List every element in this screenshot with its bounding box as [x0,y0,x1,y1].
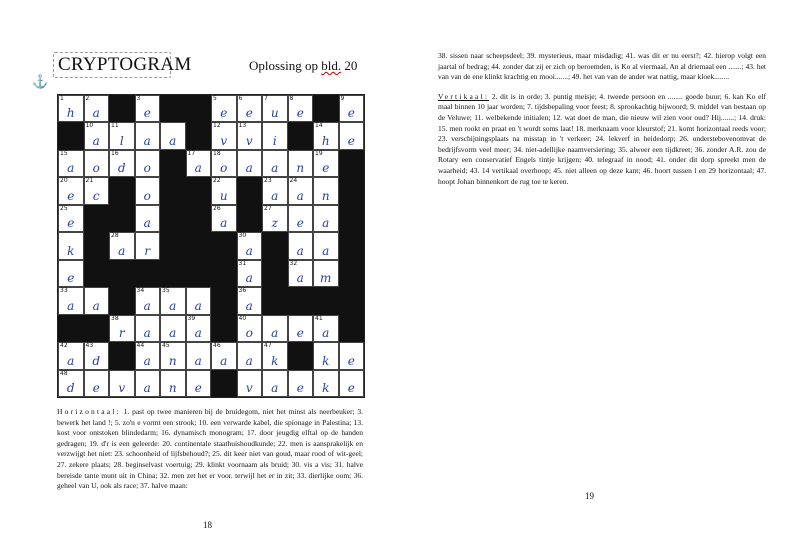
grid-cell [237,95,263,122]
grid-cell [58,95,84,122]
cell-number: 6 [238,95,243,102]
grid-cell [135,95,161,122]
handwritten-letter: a [169,326,177,341]
cell-number: 21 [85,177,94,185]
handwritten-letter: o [143,161,151,176]
handwritten-letter: e [296,380,304,395]
handwritten-letter: a [271,326,279,341]
cell-number: 20 [60,177,68,185]
grid-block [109,177,135,204]
grid-cell [84,342,110,369]
cell-number: 34 [136,287,145,295]
grid-block [109,205,135,232]
grid-cell [135,205,161,232]
grid-cell [186,370,212,397]
grid-cell [313,177,339,204]
grid-block [237,205,263,232]
cell-number: 43 [85,342,94,350]
grid-cell [84,370,110,397]
handwritten-letter: k [322,380,330,395]
cell-number: 24 [289,177,298,185]
handwritten-letter: v [245,380,253,395]
grid-cell [58,232,84,259]
grid-cell [109,370,135,397]
handwritten-letter: a [245,271,253,286]
cell-number: 35 [162,287,170,295]
cell-number: 28 [111,232,119,240]
anchor-icon: ⚓ [32,74,49,89]
grid-block [237,177,263,204]
cell-number: 12 [213,122,221,130]
horizontal-clues: 1. past op twee manieren bij de bruidegom, niet het minst als neerbeuker; 3. bewerk het land !; 5. zo'n e vormt een strook; 10. een verwarde kabel, die spionage in Palestina; 13. kost voor ontstoken blindedarm; 16. dynamisch monogram; 17. door jeugdig elftal op de handen gedragen; 19. d'r is een geleerde: 20. continentale staathuishoudkunde; 22. men is aansprakelijk en verzwijgt het niet: 23. schoonheid of lijfsbehoud?; 25. dit keer niet van goud, maar rood of wit-geel; 27. zekere plaats; 28. beginselvast voertuig; 29. klinkt voornaam als bruid; 30. vis a vis; 31. halve bereisde tante munt uit in China; 32. men zet het er voor. terwijl het er in zit; 33. dierlijke oom; 36. geheel van U, ook als race; 37. halve maan: [57,407,363,491]
grid-cell [262,122,288,149]
grid-block [313,287,339,314]
grid-block [160,232,186,259]
handwritten-letter: a [92,106,100,121]
solution-page: 20 [341,58,358,73]
handwritten-letter: a [194,161,202,176]
grid-cell [237,150,263,177]
grid-block [288,342,314,369]
grid-cell [211,150,237,177]
grid-cell [313,370,339,397]
grid-block [109,287,135,314]
handwritten-letter: e [245,106,253,121]
cell-number: 30 [238,232,247,240]
grid-cell [109,122,135,149]
cell-number: 16 [111,149,119,157]
page-number-right: 19 [585,491,594,501]
grid-cell [135,315,161,342]
grid-cell [288,205,314,232]
handwritten-letter: e [347,353,355,368]
horizontal-heading: Horizontaal: [57,407,121,416]
grid-cell [313,232,339,259]
cell-number: 31 [238,259,247,267]
horizontal-clues-block [57,407,363,492]
grid-cell [160,122,186,149]
grid-cell [84,95,110,122]
solution-prefix: Oplossing op [249,58,322,73]
handwritten-letter: e [143,106,151,121]
handwritten-letter: a [118,243,126,258]
grid-block [339,260,365,287]
grid-block [339,315,365,342]
cell-number: 3 [136,95,141,102]
solution-reference [249,58,357,74]
grid-cell [339,370,365,397]
grid-cell [58,370,84,397]
grid-cell [109,232,135,259]
grid-block [160,95,186,122]
grid-cell [84,122,110,149]
cell-number: 9 [340,95,345,102]
grid-block [186,95,212,122]
cell-number: 45 [162,342,170,350]
handwritten-letter: a [322,326,330,341]
grid-cell [84,287,110,314]
cell-number: 39 [187,314,196,322]
handwritten-letter: v [220,133,228,148]
grid-cell [339,342,365,369]
grid-cell [288,232,314,259]
left-page [0,0,399,545]
grid-cell [211,205,237,232]
grid-cell [160,287,186,314]
grid-block [211,232,237,259]
grid-block [160,177,186,204]
handwritten-letter: n [168,353,177,368]
grid-block [109,260,135,287]
handwritten-letter: a [245,353,253,368]
grid-block [84,232,110,259]
cell-number: 32 [289,259,298,267]
continued-horizontal-clues: 38. sissen naar scheepsdeel; 39. mysterieus, maar misdadig; 41. was dit er nu eerst?; 42. hierop volgt een jaartal of bedrag; 44. zonder dat zij er zich op beroemden, is Ko al viermaal, An al driemaal een .......; 43. het van van de ene klinkt krachtig en mooi.......; 49. het van van de ander wat nattig, maar kloek........ [438,51,766,82]
grid-cell [237,260,263,287]
grid-cell [313,315,339,342]
grid-block [211,315,237,342]
handwritten-letter: a [67,298,75,313]
handwritten-letter: a [322,243,330,258]
handwritten-letter: u [219,188,228,203]
handwritten-letter: a [143,216,151,231]
handwritten-letter: d [92,353,101,368]
handwritten-letter: a [296,188,304,203]
handwritten-letter: h [321,133,330,148]
handwritten-letter: k [322,353,330,368]
handwritten-letter: l [119,133,124,148]
grid-block [211,260,237,287]
handwritten-letter: e [67,271,75,286]
handwritten-letter: v [118,380,126,395]
handwritten-letter: e [67,188,75,203]
cell-number: 23 [264,177,272,185]
cell-number: 26 [213,204,221,212]
handwritten-letter: a [92,298,100,313]
handwritten-letter: d [117,161,126,176]
grid-cell [109,315,135,342]
handwritten-letter: u [270,106,279,121]
right-clues-block [438,51,766,187]
handwritten-letter: v [245,133,253,148]
handwritten-letter: a [169,298,177,313]
grid-cell [58,177,84,204]
grid-cell [262,342,288,369]
grid-cell [313,150,339,177]
handwritten-letter: a [143,380,151,395]
handwritten-letter: i [272,133,277,148]
handwritten-letter: c [92,188,100,203]
handwritten-letter: d [66,380,75,395]
cell-number: 22 [213,177,221,185]
grid-cell [262,315,288,342]
grid-cell [135,342,161,369]
grid-cell [237,342,263,369]
handwritten-letter: k [67,243,75,258]
grid-block [135,260,161,287]
handwritten-letter: r [144,243,151,258]
handwritten-letter: a [143,353,151,368]
grid-cell [288,370,314,397]
grid-block [339,205,365,232]
grid-cell [160,315,186,342]
grid-cell [313,342,339,369]
cell-number: 36 [238,287,247,295]
vertical-heading: Vertikaal: [438,91,490,101]
handwritten-letter: a [143,326,151,341]
vertical-clues-block [438,92,766,187]
grid-cell [262,205,288,232]
grid-cell [135,287,161,314]
handwritten-letter: e [296,326,304,341]
grid-cell [211,177,237,204]
handwritten-letter: a [143,133,151,148]
grid-cell [109,150,135,177]
grid-cell [313,260,339,287]
page-title: CRYPTOGRAM [58,54,192,75]
handwritten-letter: e [296,216,304,231]
cell-number: 17 [187,149,196,157]
grid-cell [237,315,263,342]
grid-block [84,315,110,342]
cell-number: 13 [238,122,247,130]
handwritten-letter: o [143,188,151,203]
grid-block [262,260,288,287]
grid-cell [211,122,237,149]
handwritten-letter: m [320,271,332,286]
handwritten-letter: a [143,298,151,313]
handwritten-letter: a [271,161,279,176]
cell-number: 1 [60,95,64,102]
grid-cell [135,370,161,397]
handwritten-letter: o [245,326,253,341]
grid-cell [58,260,84,287]
grid-cell [288,315,314,342]
grid-cell [237,370,263,397]
grid-block [160,260,186,287]
grid-block [186,122,212,149]
handwritten-letter: a [296,271,304,286]
handwritten-letter: a [271,188,279,203]
grid-cell [186,315,212,342]
grid-cell [186,150,212,177]
grid-block [58,315,84,342]
handwritten-letter: h [66,106,75,121]
cell-number: 19 [315,149,323,157]
handwritten-letter: a [220,353,228,368]
grid-block [262,232,288,259]
cell-number: 44 [136,342,145,350]
grid-cell [135,177,161,204]
grid-block [84,260,110,287]
grid-block [339,287,365,314]
cell-number: 25 [60,204,68,212]
grid-cell [58,342,84,369]
grid-cell [237,232,263,259]
handwritten-letter: o [220,161,228,176]
handwritten-letter: a [245,243,253,258]
handwritten-letter: n [168,380,177,395]
cell-number: 27 [264,204,272,212]
grid-cell [135,122,161,149]
cell-number: 41 [315,314,323,322]
grid-block [186,260,212,287]
handwritten-letter: a [194,326,202,341]
handwritten-letter: a [92,133,100,148]
grid-cell [58,205,84,232]
grid-cell [135,150,161,177]
handwritten-letter: e [67,216,75,231]
handwritten-letter: n [296,161,305,176]
grid-block [186,232,212,259]
handwritten-letter: e [92,380,100,395]
crossword-grid [57,94,365,398]
grid-cell [313,122,339,149]
grid-block [313,95,339,122]
grid-cell [339,122,365,149]
handwritten-letter: a [194,353,202,368]
grid-cell [186,287,212,314]
title-box[interactable] [53,52,192,78]
handwritten-letter: k [271,353,279,368]
grid-cell [288,260,314,287]
cell-number: 18 [213,149,221,157]
grid-cell [84,177,110,204]
handwritten-letter: a [322,216,330,231]
grid-block [288,287,314,314]
grid-block [211,370,237,397]
cell-number: 2 [85,95,90,102]
grid-cell [160,342,186,369]
grid-cell [237,122,263,149]
grid-cell [288,177,314,204]
handwritten-letter: a [220,216,228,231]
right-page [400,0,799,545]
grid-block [186,205,212,232]
cell-number: 7 [264,95,268,102]
handwritten-letter: o [92,161,100,176]
grid-cell [339,95,365,122]
cell-number: 40 [238,314,247,322]
cell-number: 38 [111,314,119,322]
handwritten-letter: r [118,326,125,341]
grid-cell [288,150,314,177]
grid-cell [262,150,288,177]
grid-cell [211,95,237,122]
handwritten-letter: a [169,133,177,148]
handwritten-letter: e [220,106,228,121]
handwritten-letter: e [194,380,202,395]
page-number-left: 18 [203,520,212,530]
grid-block [109,95,135,122]
handwritten-letter: a [194,298,202,313]
cell-number: 11 [111,122,119,130]
grid-cell [262,95,288,122]
grid-block [211,287,237,314]
vertical-clues: 2. dit is in orde; 3. puntig meisje; 4. tweede persoon en ........ goede buur; 6. kan Ko elf maal binnen 10 jaar worden; 7. tijdsbepaling voor feest; 8. sprookachtig bijwoord; 9. middel van bestaan op de Veluwe; 11. welbekende initialen; 12. wat doet de man, die nieuw wil zien voor oud? Hij.......; 14. druk: 15. men rookt en praat en 't wordt soms laat! 18. merknaam voor kleurstof; 21. komt horizontaal reeds voor; 23. verschijningsplaats na misstap in 't verkeer; 24. lekverf in heidedorp; 26. onderstebovenomvat de bedrijfsvorm veel meer; 34. niet-adellijke naamversiering; 35. alweer een tijdkreet; 36. zonder A.R. zou de Rotary een conservatief Engels tintje krijgen; 40. telegraaf in nood; 41. onder dit dorp spreekt men de waarheid; 43. 14 vertikaal overhoop; 45. niet alleen op deze kant; 46. hoort tussen l en 29 horizontaal; 47. hoopt Johan binnenkort de rug toe te keren. [438,91,766,186]
cell-number: 42 [60,342,68,350]
cell-number: 33 [60,287,68,295]
handwritten-letter: e [347,380,355,395]
handwritten-letter: a [67,161,75,176]
cell-number: 5 [213,95,217,102]
handwritten-letter: a [296,243,304,258]
handwritten-letter: z [271,216,278,231]
handwritten-letter: e [296,106,304,121]
grid-cell [211,342,237,369]
grid-block [84,205,110,232]
grid-block [339,177,365,204]
grid-cell [135,232,161,259]
grid-cell [160,370,186,397]
grid-cell [237,287,263,314]
handwritten-letter: e [322,161,330,176]
cell-number: 46 [213,342,221,350]
handwritten-letter: a [245,298,253,313]
handwritten-letter: n [321,188,330,203]
handwritten-letter: e [347,133,355,148]
solution-abbrev: bld. [321,58,342,73]
grid-block [339,150,365,177]
grid-cell [262,177,288,204]
grid-block [109,342,135,369]
cell-number: 8 [289,95,294,102]
handwritten-letter: a [245,161,253,176]
cell-number: 47 [264,342,272,350]
cell-number: 15 [60,149,68,157]
grid-block [288,122,314,149]
grid-cell [84,150,110,177]
handwritten-letter: a [67,353,75,368]
cell-number: 14 [315,122,323,130]
grid-block [160,150,186,177]
grid-cell [186,342,212,369]
grid-block [339,232,365,259]
grid-block [186,177,212,204]
grid-block [262,287,288,314]
grid-block [160,205,186,232]
grid-cell [313,205,339,232]
grid-cell [58,287,84,314]
cell-number: 48 [60,369,68,377]
grid-cell [288,95,314,122]
grid-cell [58,150,84,177]
handwritten-letter: a [271,380,279,395]
grid-block [58,122,84,149]
grid-cell [262,370,288,397]
cell-number: 10 [85,122,94,130]
handwritten-letter: e [347,106,355,121]
